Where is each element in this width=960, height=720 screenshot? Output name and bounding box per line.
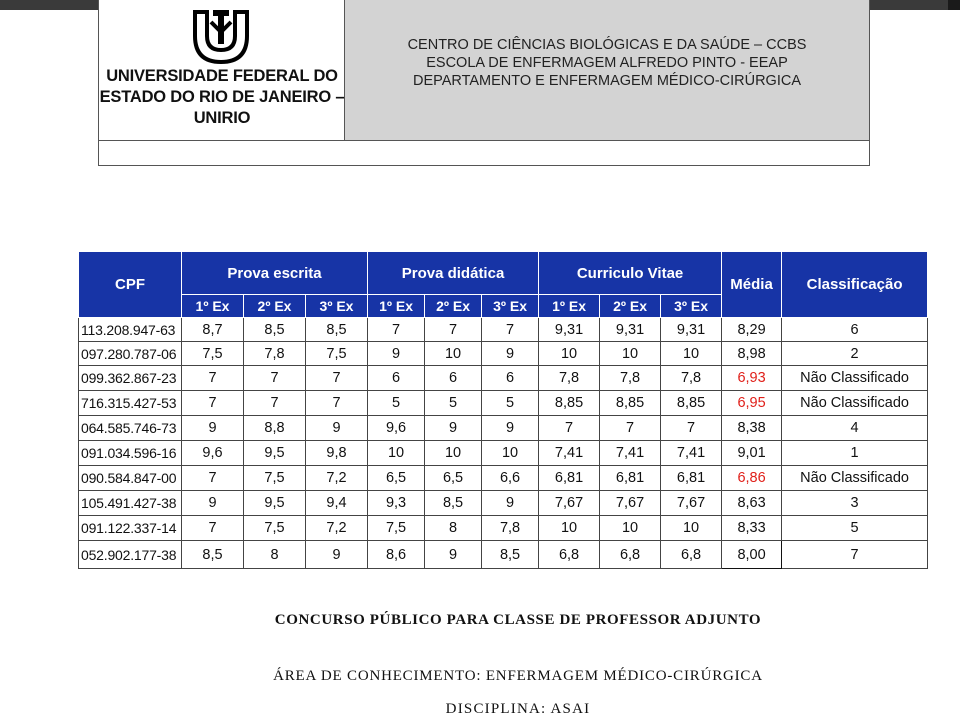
curriculo-score: 7,8	[600, 366, 661, 391]
prova-escrita-score: 9	[182, 416, 244, 441]
prova-escrita-score: 9,8	[306, 441, 368, 466]
prova-escrita-score: 7	[182, 366, 244, 391]
prova-escrita-score: 9,6	[182, 441, 244, 466]
header-examiner-1: 1º Ex	[539, 295, 600, 318]
prova-didatica-score: 10	[368, 441, 425, 466]
curriculo-score: 6,81	[661, 466, 722, 491]
curriculo-score: 6,8	[539, 541, 600, 569]
curriculo-score: 7,67	[600, 491, 661, 516]
prova-escrita-score: 8,7	[182, 318, 244, 342]
curriculo-score: 7	[539, 416, 600, 441]
cpf-cell: 090.584.847-00	[79, 466, 182, 491]
prova-didatica-score: 5	[368, 391, 425, 416]
header-examiner-3: 3º Ex	[306, 295, 368, 318]
prova-didatica-score: 6	[482, 366, 539, 391]
header-media: Média	[722, 252, 782, 318]
department-block	[345, 0, 869, 140]
prova-didatica-score: 7	[482, 318, 539, 342]
curriculo-score: 10	[661, 342, 722, 366]
prova-escrita-score: 8	[244, 541, 306, 569]
prova-didatica-score: 8,6	[368, 541, 425, 569]
curriculo-score: 6,81	[600, 466, 661, 491]
prova-escrita-score: 9	[306, 541, 368, 569]
cpf-cell: 105.491.427-38	[79, 491, 182, 516]
cpf-cell: 052.902.177-38	[79, 541, 182, 569]
knowledge-area: ÁREA DE CONHECIMENTO: ENFERMAGEM MÉDICO-CIRÚRGICA	[273, 668, 763, 684]
prova-didatica-score: 7,8	[482, 516, 539, 541]
curriculo-score: 10	[600, 342, 661, 366]
curriculo-score: 7,41	[539, 441, 600, 466]
classificacao-cell: 5	[782, 516, 928, 541]
curriculo-score: 7,41	[600, 441, 661, 466]
curriculo-score: 8,85	[539, 391, 600, 416]
curriculo-score: 7,8	[539, 366, 600, 391]
unirio-logo-icon	[189, 6, 253, 66]
prova-escrita-score: 7	[244, 391, 306, 416]
prova-didatica-score: 6	[368, 366, 425, 391]
cpf-cell: 064.585.746-73	[79, 416, 182, 441]
prova-didatica-score: 6	[425, 366, 482, 391]
table-row	[79, 342, 928, 366]
prova-escrita-score: 8,5	[244, 318, 306, 342]
media-cell: 6,95	[722, 391, 782, 416]
media-cell: 9,01	[722, 441, 782, 466]
prova-didatica-score: 8,5	[425, 491, 482, 516]
prova-didatica-score: 7,5	[368, 516, 425, 541]
cpf-cell: 716.315.427-53	[79, 391, 182, 416]
prova-escrita-score: 7,8	[244, 342, 306, 366]
grades-table	[78, 251, 928, 569]
table-row	[79, 416, 928, 441]
prova-escrita-score: 7	[306, 366, 368, 391]
letterhead-divider	[99, 140, 869, 141]
prova-escrita-score: 8,8	[244, 416, 306, 441]
prova-didatica-score: 8,5	[482, 541, 539, 569]
classificacao-cell: Não Classificado	[782, 366, 928, 391]
prova-didatica-score: 7	[425, 318, 482, 342]
prova-didatica-score: 6,6	[482, 466, 539, 491]
curriculo-score: 10	[600, 516, 661, 541]
header-curriculo-vitae: Curriculo Vitae	[539, 252, 722, 295]
grades-table-body	[79, 318, 928, 569]
prova-escrita-score: 7,5	[244, 516, 306, 541]
classificacao-cell: 2	[782, 342, 928, 366]
table-row	[79, 466, 928, 491]
classificacao-cell: Não Classificado	[782, 466, 928, 491]
prova-didatica-score: 6,5	[368, 466, 425, 491]
prova-didatica-score: 9	[425, 541, 482, 569]
cpf-cell: 113.208.947-63	[79, 318, 182, 342]
prova-didatica-score: 7	[368, 318, 425, 342]
prova-didatica-score: 5	[482, 391, 539, 416]
prova-didatica-score: 10	[425, 441, 482, 466]
university-name-line: UNIVERSIDADE FEDERAL DO	[106, 67, 338, 85]
header-examiner-2: 2º Ex	[244, 295, 306, 318]
prova-escrita-score: 7,2	[306, 466, 368, 491]
prova-didatica-score: 9,6	[368, 416, 425, 441]
curriculo-score: 9,31	[600, 318, 661, 342]
prova-escrita-score: 7	[182, 466, 244, 491]
classificacao-cell: Não Classificado	[782, 391, 928, 416]
media-cell: 6,86	[722, 466, 782, 491]
prova-didatica-score: 9	[482, 416, 539, 441]
university-name	[99, 66, 345, 129]
prova-didatica-score: 5	[425, 391, 482, 416]
prova-escrita-score: 7	[244, 366, 306, 391]
prova-escrita-score: 7	[182, 391, 244, 416]
curriculo-score: 9,31	[539, 318, 600, 342]
media-cell: 8,63	[722, 491, 782, 516]
curriculo-score: 9,31	[661, 318, 722, 342]
header-examiner-3: 3º Ex	[482, 295, 539, 318]
media-cell: 8,29	[722, 318, 782, 342]
header-examiner-3: 3º Ex	[661, 295, 722, 318]
prova-didatica-score: 10	[425, 342, 482, 366]
media-cell: 8,33	[722, 516, 782, 541]
prova-escrita-score: 9	[182, 491, 244, 516]
prova-didatica-score: 10	[482, 441, 539, 466]
curriculo-score: 7,67	[661, 491, 722, 516]
cpf-cell: 091.122.337-14	[79, 516, 182, 541]
curriculo-score: 6,81	[539, 466, 600, 491]
curriculo-score: 6,8	[600, 541, 661, 569]
header-examiner-2: 2º Ex	[600, 295, 661, 318]
curriculo-score: 8,85	[661, 391, 722, 416]
prova-escrita-score: 9,4	[306, 491, 368, 516]
table-row	[79, 491, 928, 516]
prova-didatica-score: 9,3	[368, 491, 425, 516]
curriculo-score: 10	[539, 516, 600, 541]
classificacao-cell: 3	[782, 491, 928, 516]
prova-escrita-score: 8,5	[306, 318, 368, 342]
department-line: ESCOLA DE ENFERMAGEM ALFREDO PINTO - EEAP	[426, 55, 788, 71]
classificacao-cell: 6	[782, 318, 928, 342]
prova-escrita-score: 9,5	[244, 491, 306, 516]
classificacao-cell: 4	[782, 416, 928, 441]
curriculo-score: 7,41	[661, 441, 722, 466]
classificacao-cell: 7	[782, 541, 928, 569]
university-block	[99, 0, 345, 140]
discipline: DISCIPLINA: ASAI	[445, 701, 591, 717]
table-row	[79, 516, 928, 541]
curriculo-score: 10	[539, 342, 600, 366]
media-cell: 8,00	[722, 541, 782, 569]
university-name-line: UNIRIO	[193, 109, 251, 127]
prova-escrita-score: 7,5	[306, 342, 368, 366]
header-classificacao: Classificação	[782, 252, 928, 318]
header-examiner-1: 1º Ex	[368, 295, 425, 318]
cpf-cell: 099.362.867-23	[79, 366, 182, 391]
prova-escrita-score: 7,5	[182, 342, 244, 366]
header-cpf: CPF	[79, 252, 182, 318]
prova-escrita-score: 8,5	[182, 541, 244, 569]
table-row	[79, 441, 928, 466]
curriculo-score: 10	[661, 516, 722, 541]
prova-didatica-score: 8	[425, 516, 482, 541]
cpf-cell: 091.034.596-16	[79, 441, 182, 466]
header-examiner-1: 1º Ex	[182, 295, 244, 318]
department-text	[345, 36, 869, 90]
classificacao-cell: 1	[782, 441, 928, 466]
prova-didatica-score: 9	[482, 491, 539, 516]
prova-didatica-score: 9	[482, 342, 539, 366]
prova-escrita-score: 7,5	[244, 466, 306, 491]
contest-title: CONCURSO PÚBLICO PARA CLASSE DE PROFESSOR ADJUNTO	[274, 612, 762, 628]
curriculo-score: 7,67	[539, 491, 600, 516]
table-row	[79, 541, 928, 569]
prova-escrita-score: 7	[182, 516, 244, 541]
header-prova-escrita: Prova escrita	[182, 252, 368, 295]
curriculo-score: 6,8	[661, 541, 722, 569]
letterhead	[98, 0, 870, 166]
department-line: CENTRO DE CIÊNCIAS BIOLÓGICAS E DA SAÚDE – CCBS	[407, 37, 807, 53]
header-prova-didatica: Prova didática	[368, 252, 539, 295]
table-row	[79, 318, 928, 342]
media-cell: 8,98	[722, 342, 782, 366]
prova-escrita-score: 7,2	[306, 516, 368, 541]
curriculo-score: 7	[661, 416, 722, 441]
prova-didatica-score: 6,5	[425, 466, 482, 491]
cpf-cell: 097.280.787-06	[79, 342, 182, 366]
prova-escrita-score: 9,5	[244, 441, 306, 466]
prova-escrita-score: 9	[306, 416, 368, 441]
prova-didatica-score: 9	[368, 342, 425, 366]
table-row	[79, 366, 928, 391]
window-top-bar-cap	[948, 0, 960, 10]
curriculo-score: 7	[600, 416, 661, 441]
table-row	[79, 391, 928, 416]
header-examiner-2: 2º Ex	[425, 295, 482, 318]
prova-escrita-score: 7	[306, 391, 368, 416]
prova-didatica-score: 9	[425, 416, 482, 441]
media-cell: 6,93	[722, 366, 782, 391]
department-line: DEPARTAMENTO E ENFERMAGEM MÉDICO-CIRÚRGICA	[412, 73, 802, 89]
media-cell: 8,38	[722, 416, 782, 441]
curriculo-score: 7,8	[661, 366, 722, 391]
university-name-line: ESTADO DO RIO DE JANEIRO –	[99, 88, 345, 106]
curriculo-score: 8,85	[600, 391, 661, 416]
